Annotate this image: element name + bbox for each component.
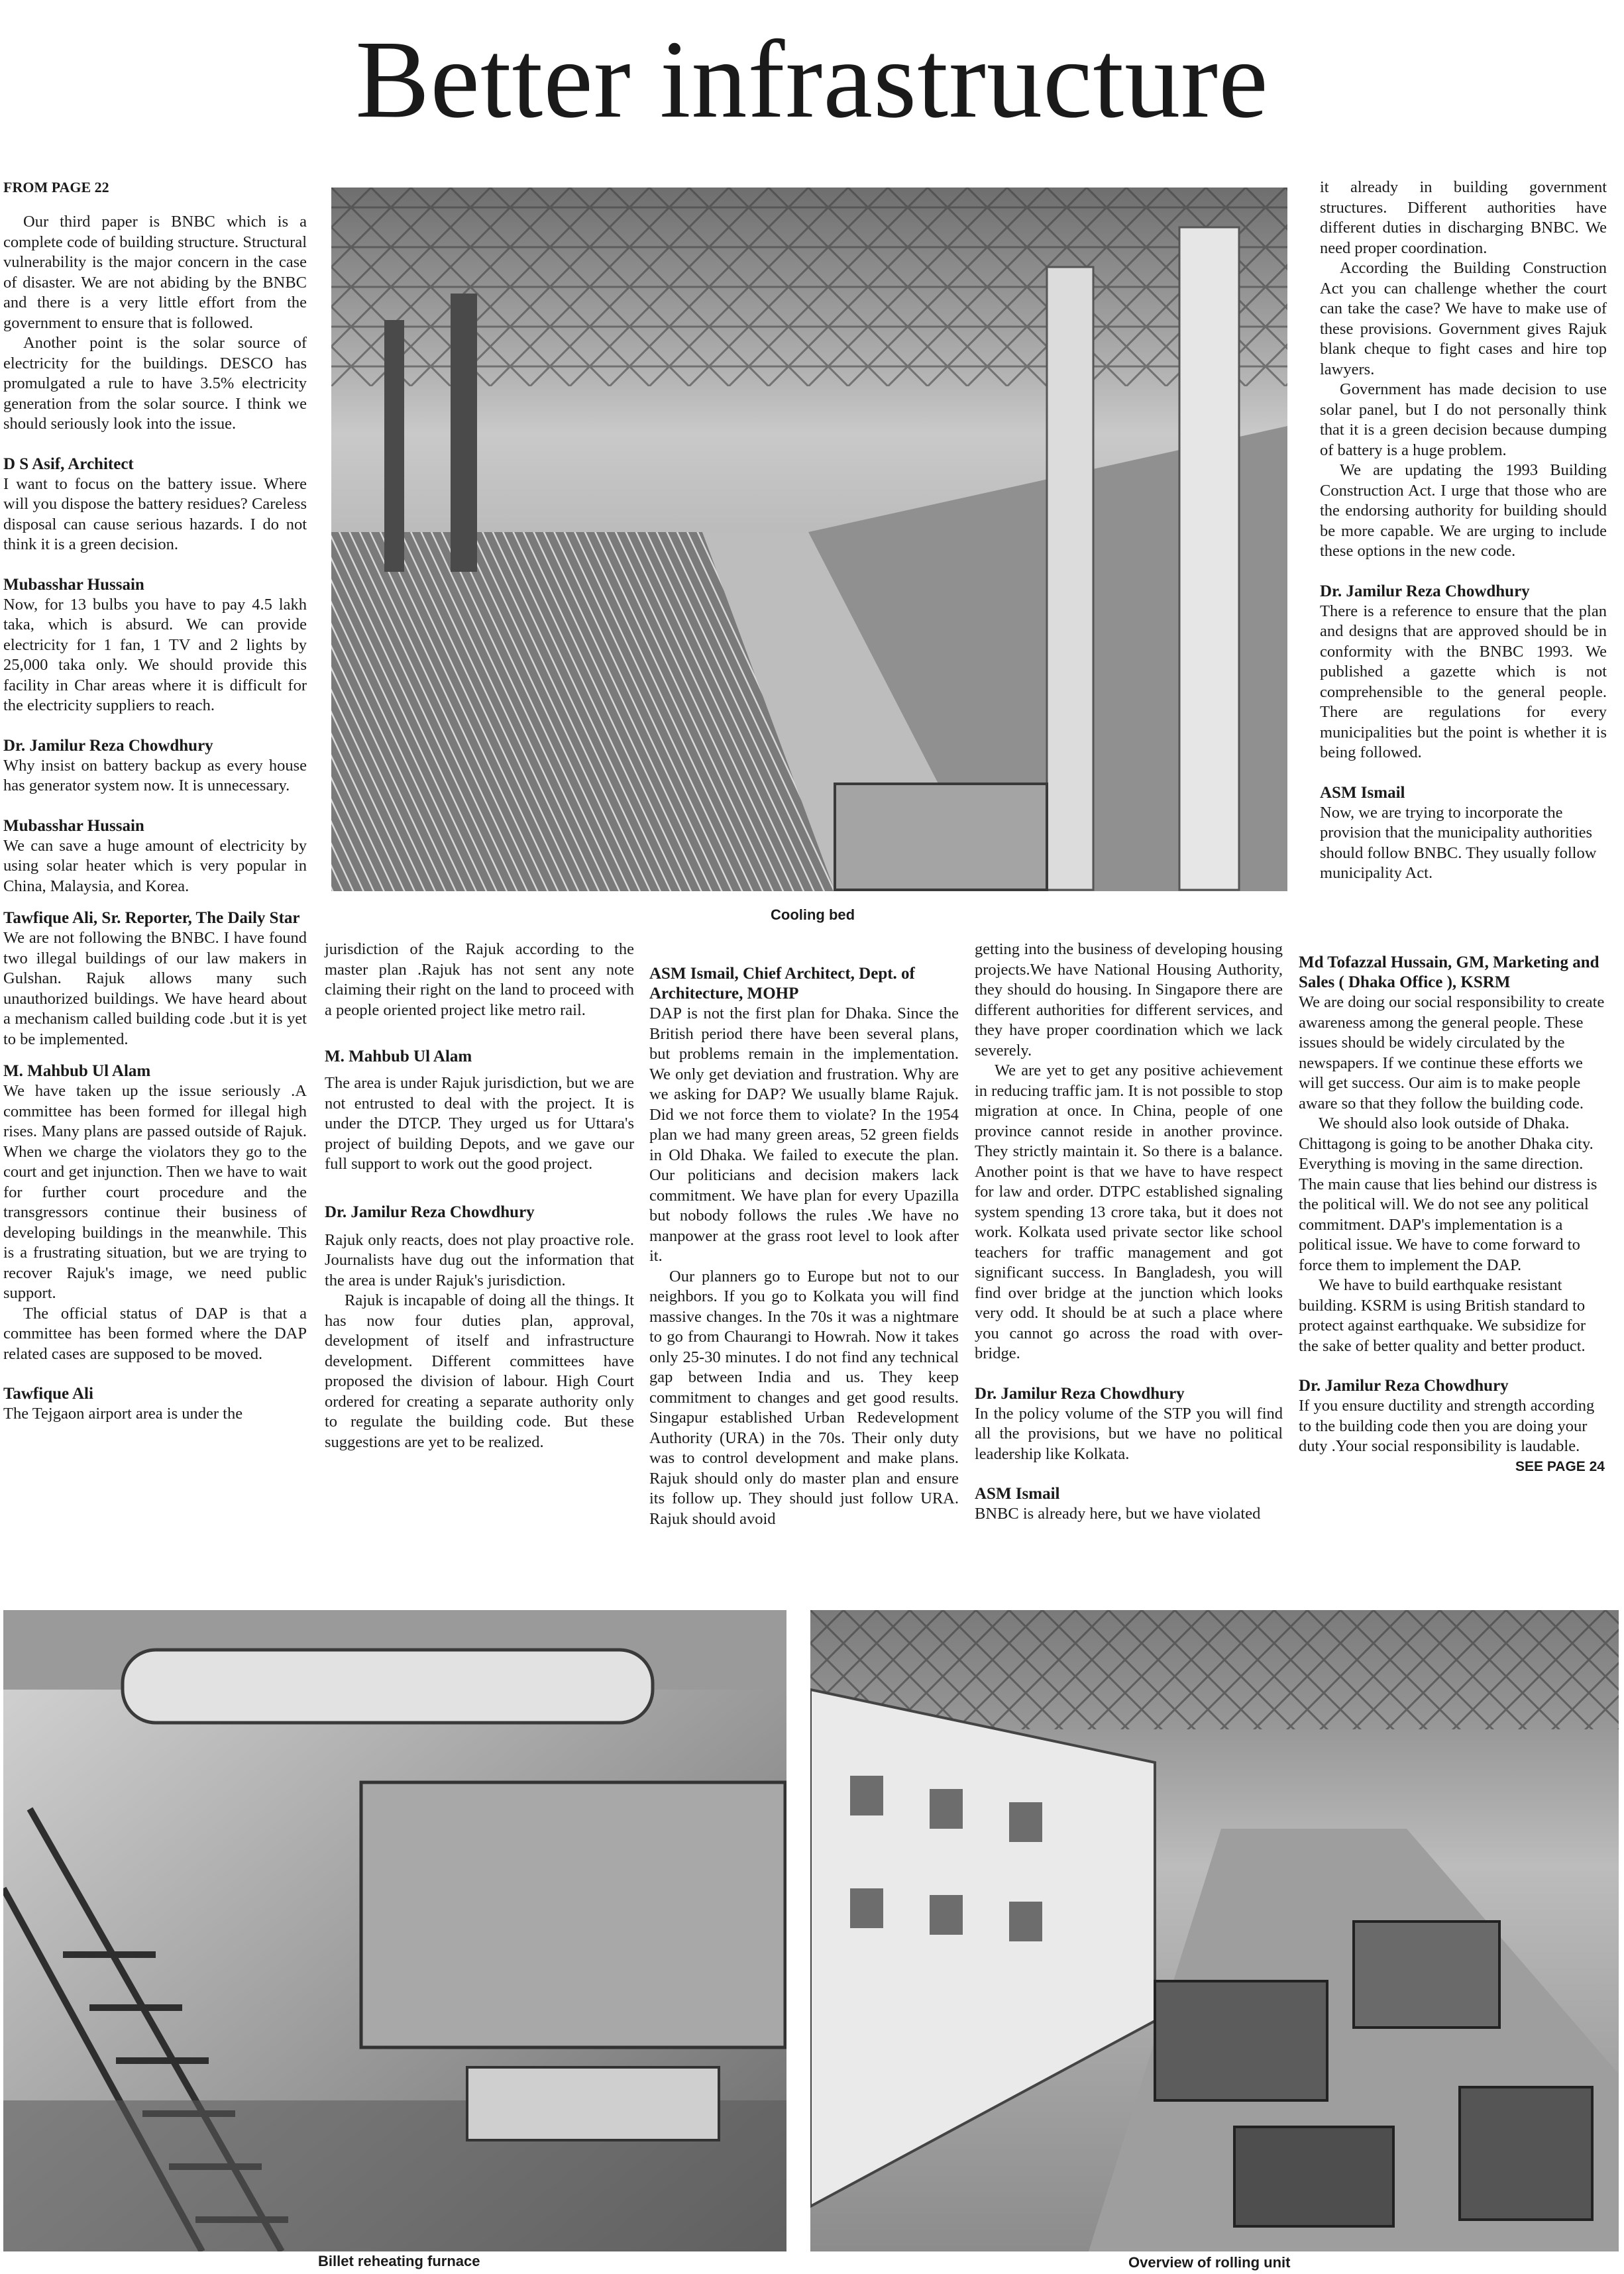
paragraph: Government has made decision to use solar panel, but I do not personally think that it is a green decision because dumping of battery is a huge problem. (1320, 380, 1607, 459)
speaker-name: ASM Ismail (1320, 783, 1405, 802)
speaker-name: M. Mahbub Ul Alam (3, 1062, 151, 1080)
rolling-unit-overview-photo (810, 1610, 1619, 2251)
paragraph: According the Building Construction Act you can challenge whether the court can take the case? We have to make use of these provisions. Government gives Rajuk blank cheque to fight cases and hire top lawyers. (1320, 259, 1607, 378)
paragraph: Rajuk is incapable of doing all the things. It has now four duties plan, approval, development of itself and infrastructure development. Different committees have proposed the division of labour. High Court ordered for creating a separate authority only to regulate the building code. But these suggestions are yet to be realized. (325, 1291, 634, 1451)
speaker-name: Mubasshar Hussain (3, 816, 144, 835)
from-page-label: FROM PAGE 22 (3, 179, 109, 195)
paragraph: We have to build earthquake resistant building. KSRM is using British standard to protect against earthquake. We subsidize for the sake of better quality and better product. (1299, 1276, 1586, 1355)
paragraph: We are not following the BNBC. I have found two illegal buildings of our law makers in Gulshan. Rajuk allows many such unauthorized buildings. We have heard about a mechanism called building code .but it is yet to be implemented. (3, 929, 307, 1048)
speaker-name: Mubasshar Hussain (3, 575, 144, 594)
paragraph: There is a reference to ensure that the plan and designs that are approved should be in conformity with the BNBC 1993. We published a gazette which is not comprehensible to the general people. There are regulations for every municipalities but the point is whether it is being followed. (1320, 602, 1607, 761)
headline: Better infrastructure (355, 18, 1269, 141)
paragraph: getting into the business of developing housing projects.We have National Housing Authority, they should do housing. In Singapore there are different authorities for different services, and they have proper coordination which we lack severely. (975, 940, 1283, 1059)
paragraph: it already in building government structures. Different authorities have different duties in discharging BNBC. We need proper coordination. (1320, 178, 1607, 257)
paragraph: Why insist on battery backup as every house has generator system now. It is unnecessary. (3, 756, 307, 794)
speaker-name: Dr. Jamilur Reza Chowdhury (975, 1384, 1185, 1403)
speaker-name: Dr. Jamilur Reza Chowdhury (1299, 1377, 1509, 1395)
paragraph: In the policy volume of the STP you will find all the provisions, but we have no political leadership like Kolkata. (975, 1404, 1283, 1463)
paragraph: DAP is not the first plan for Dhaka. Since the British period there have been several plans, but problems remain in the implementation. We only get deviation and frustration. Why are we asking for DAP? We usually blame Rajuk. Did we not force them to violate? In the 1954 plan we had many green areas, 52 green fields in Old Dhaka. We failed to execute the plan. Our politicians and decision makers lack commitment. We have plan for every Upazilla but nobody follows the rules .We have no manpower at the grass root level to look after it. (649, 1004, 959, 1265)
article-column-5-top (1320, 178, 1607, 884)
paragraph: Our third paper is BNBC which is a complete code of building structure. Structural vulnerability is the major concern in the case of disaster. We are not abiding by the BNBC and there is a very little effort from the government to ensure that is followed. (3, 213, 307, 332)
article-column-2 (325, 940, 634, 1452)
paragraph: Another point is the solar source of electricity for the buildings. DESCO has promulgated a rule to have 3.5% electricity generation from the solar source. I think we should seriously look into the issue. (3, 334, 307, 433)
speaker-name: Tawfique Ali, Sr. Reporter, The Daily Star (3, 909, 300, 927)
paragraph: Now, we are trying to incorporate the provision that the municipality authorities should follow BNBC. They usually follow municipality Act. (1320, 803, 1597, 882)
paragraph: Our planners go to Europe but not to our neighbors. If you go to Kolkata you will find massive changes. In the 70s it was a nightmare to go from Chaurangi to Howrah. Now it takes only 25-30 minutes. I do not find any technical gap between India and us. They keep commitment to changes and get good results. Singapur established Urban Redevelopment Authority (URA) in the 70s. Their only duty was to control development and make plans. Rajuk should only do master plan and ensure its follow up. They should just follow URA. Rajuk should avoid (649, 1267, 959, 1528)
article-column-4 (975, 940, 1283, 1525)
paragraph: The Tejgaon airport area is under the (3, 1405, 243, 1423)
speaker-name: Tawfique Ali (3, 1385, 93, 1403)
speaker-name: Dr. Jamilur Reza Chowdhury (1320, 582, 1530, 600)
paragraph: We are yet to get any positive achievement in reducing traffic jam. It is not possible to stop migration at once. In China, people of one province cannot reside in another province. They strictly maintain it. So there is a balance. Another point is that we have to have respect for law and order. DTPC established signaling system spending 13 crore taka, but it does not work. Kolkata used private sector like school teachers for traffic management and got significant success. In Bangladesh, you will find over bridge at the junction which looks very odd. It should be at such a place where you cannot go across the road with over-bridge. (975, 1061, 1283, 1362)
speaker-name: M. Mahbub Ul Alam (325, 1048, 472, 1065)
paragraph: We should also look outside of Dhaka. Chittagong is going to be another Dhaka city. Everything is moving in the same direction. The main cause that lies behind our distress is the political will. We do not see any political commitment. DAP's implementation is a political issue. We have to come forward to force them to implement the DAP. (1299, 1114, 1597, 1274)
caption-rolling-unit-overview: Overview of rolling unit (1128, 2254, 1291, 2271)
paragraph: The official status of DAP is that a committee has been formed where the DAP related cases are supposed to be moved. (3, 1304, 307, 1363)
speaker-name: D S Asif, Architect (3, 455, 134, 473)
article-column-1 (3, 178, 307, 1425)
paragraph: BNBC is already here, but we have violated (975, 1505, 1261, 1523)
see-page-label: SEE PAGE 24 (1515, 1458, 1605, 1474)
paragraph: We are doing our social responsibility to create awareness among the general people. These issues should be widely circulated by the newspapers. If we continue these efforts we will get success. Our aim is to make people aware so that they follow the building code. (1299, 993, 1605, 1112)
cooling-bed-photo (331, 188, 1287, 891)
caption-cooling-bed: Cooling bed (771, 906, 855, 923)
speaker-name: Dr. Jamilur Reza Chowdhury (3, 736, 213, 755)
article-column-3 (649, 964, 959, 1529)
paragraph: The area is under Rajuk jurisdiction, but we are not entrusted to deal with the project. It is under the DTCP. They urged us for Uttara's project of building Depots, and we gave our full support to work out the good project. (325, 1074, 634, 1173)
caption-billet-reheating-furnace: Billet reheating furnace (318, 2253, 480, 2269)
billet-reheating-furnace-photo (3, 1610, 786, 2251)
paragraph: We have taken up the issue seriously .A committee has been formed for illegal high rises. Many plans are passed outside of Rajuk. When we charge the violators they go to the court and get injunction. Then we have to wait for further court procedure and the transgressors continue their business of developing buildings in the meanwhile. This is a frustrating situation, but we are trying to recover Rajuk's image, we need public support. (3, 1082, 307, 1302)
paragraph: We are updating the 1993 Building Construction Act. I urge that those who are the endorsing authority for building should be more capable. We are urging to include these options in the new code. (1320, 461, 1607, 560)
paragraph: We can save a huge amount of electricity by using solar heater which is very popular in China, Malaysia, and Korea. (3, 836, 307, 895)
speaker-name: Md Tofazzal Hussain, GM, Marketing and Sales ( Dhaka Office ), KSRM (1299, 953, 1599, 991)
paragraph: If you ensure ductility and strength according to the building code then you are doing your duty .Your social responsibility is laudable. (1299, 1397, 1595, 1455)
paragraph: jurisdiction of the Rajuk according to the master plan .Rajuk has not sent any note claiming their right on the land to proceed with a people oriented project like metro rail. (325, 940, 634, 1019)
speaker-name: ASM Ismail, Chief Architect, Dept. of Architecture, MOHP (649, 965, 915, 1002)
paragraph: Now, for 13 bulbs you have to pay 4.5 lakh taka, which is absurd. We can provide electricity for 1 fan, 1 TV and 2 lights by 25,000 taka only. We should provide this facility in Char areas where it is difficult for the electricity suppliers to reach. (3, 595, 307, 714)
speaker-name: Dr. Jamilur Reza Chowdhury (325, 1203, 535, 1221)
article-column-5-bottom (1299, 953, 1605, 1477)
paragraph: I want to focus on the battery issue. Where will you dispose the battery residues? Careless disposal can cause serious hazards. I do not think it is a green decision. (3, 474, 307, 553)
speaker-name: ASM Ismail (975, 1485, 1060, 1503)
paragraph: Rajuk only reacts, does not play proactive role. Journalists have dug out the information that the area is under Rajuk's jurisdiction. (325, 1230, 634, 1289)
